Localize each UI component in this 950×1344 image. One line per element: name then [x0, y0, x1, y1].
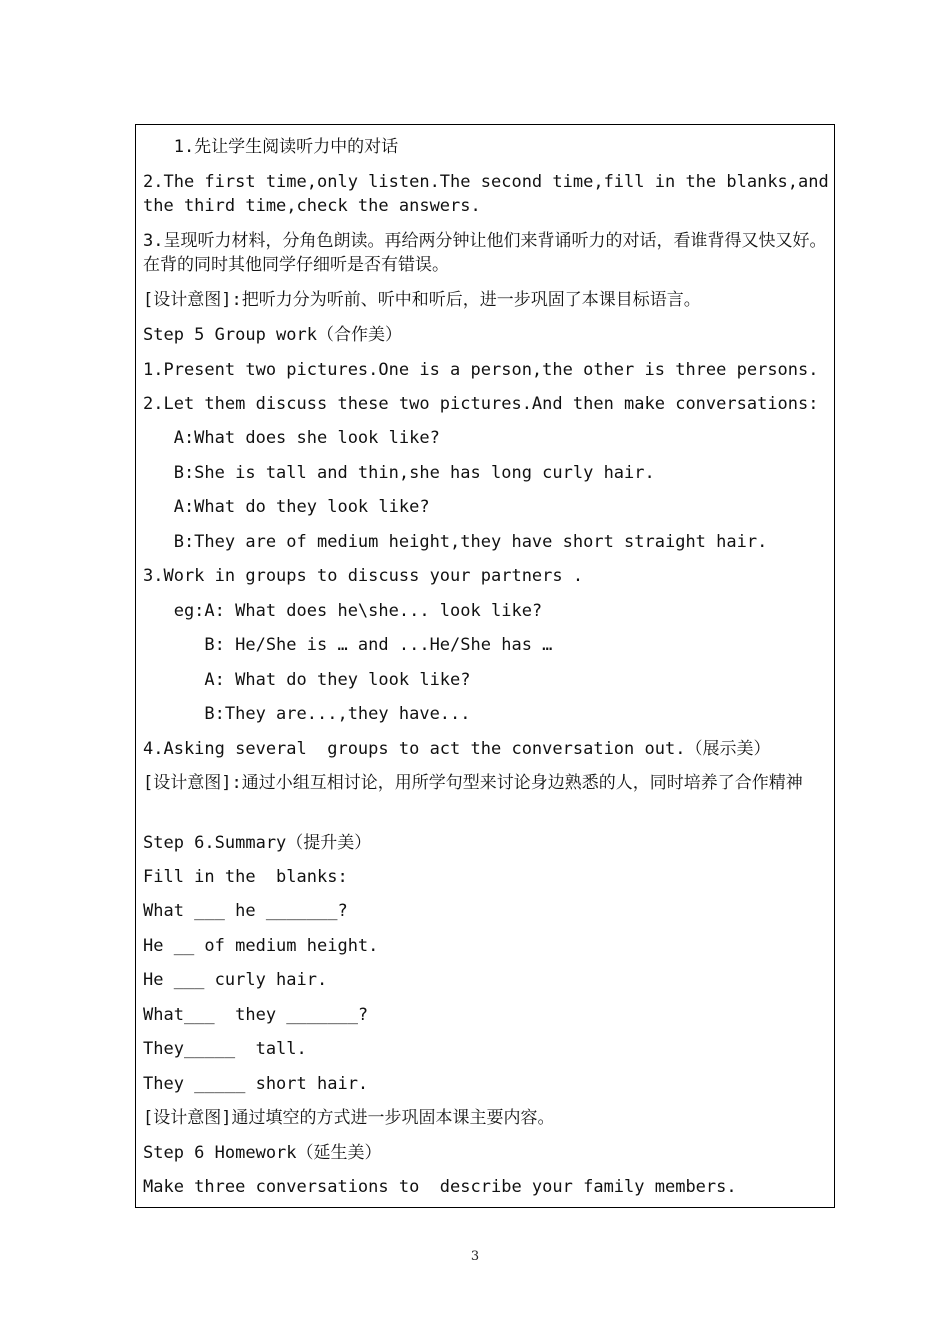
blank-exercise-line: They_____ tall. — [143, 1039, 307, 1059]
step-6-summary-heading: Step 6.Summary（提升美） — [143, 833, 372, 853]
example-line: B: He/She is … and ...He/She has … — [143, 635, 553, 655]
homework-text: Make three conversations to describe your family members. — [143, 1177, 737, 1197]
dialogue-line: B:She is tall and thin,she has long curly hair. — [143, 463, 655, 483]
design-intent-listening: [设计意图]:把听力分为听前、听中和听后，进一步巩固了本课目标语言。 — [143, 290, 701, 310]
blank-exercise-line: He ___ curly hair. — [143, 970, 328, 990]
example-line: eg:A: What does he\she... look like? — [143, 601, 543, 621]
listening-step-1: 1.先让学生阅读听力中的对话 — [143, 137, 399, 157]
dialogue-line: A:What do they look like? — [143, 497, 430, 517]
fill-blanks-instruction: Fill in the blanks: — [143, 867, 348, 887]
design-intent-group-work: [设计意图]:通过小组互相讨论，用所学句型来讨论身边熟悉的人，同时培养了合作精神 — [143, 773, 803, 793]
blank-exercise-line: What___ they _______? — [143, 1005, 369, 1025]
group-work-item-2: 2.Let them discuss these two pictures.And then make conversations: — [143, 394, 819, 414]
dialogue-line: B:They are of medium height,they have short straight hair. — [143, 532, 768, 552]
example-line: B:They are...,they have... — [143, 704, 471, 724]
listening-step-3: 3.呈现听力材料，分角色朗读。再给两分钟让他们来背诵听力的对话，看谁背得又快又好。在背的同时其他同学仔细听是否有错误。 — [143, 231, 827, 275]
group-work-item-3: 3.Work in groups to discuss your partners . — [143, 566, 584, 586]
page-number: 3 — [470, 1249, 480, 1264]
listening-step-2: 2.The first time,only listen.The second time,fill in the blanks,and the third time,check the answers. — [143, 172, 829, 216]
dialogue-line: A:What does she look like? — [143, 428, 440, 448]
example-line: A: What do they look like? — [143, 670, 471, 690]
step-6-homework-heading: Step 6 Homework（延生美） — [143, 1143, 382, 1163]
blank-exercise-line: He __ of medium height. — [143, 936, 379, 956]
group-work-item-1: 1.Present two pictures.One is a person,the other is three persons. — [143, 360, 819, 380]
blank-exercise-line: What ___ he _______? — [143, 901, 348, 921]
step-5-heading: Step 5 Group work（合作美） — [143, 325, 402, 345]
design-intent-summary: [设计意图]通过填空的方式进一步巩固本课主要内容。 — [143, 1108, 555, 1128]
blank-exercise-line: They _____ short hair. — [143, 1074, 369, 1094]
group-work-item-4: 4.Asking several groups to act the conversation out.（展示美） — [143, 739, 771, 759]
